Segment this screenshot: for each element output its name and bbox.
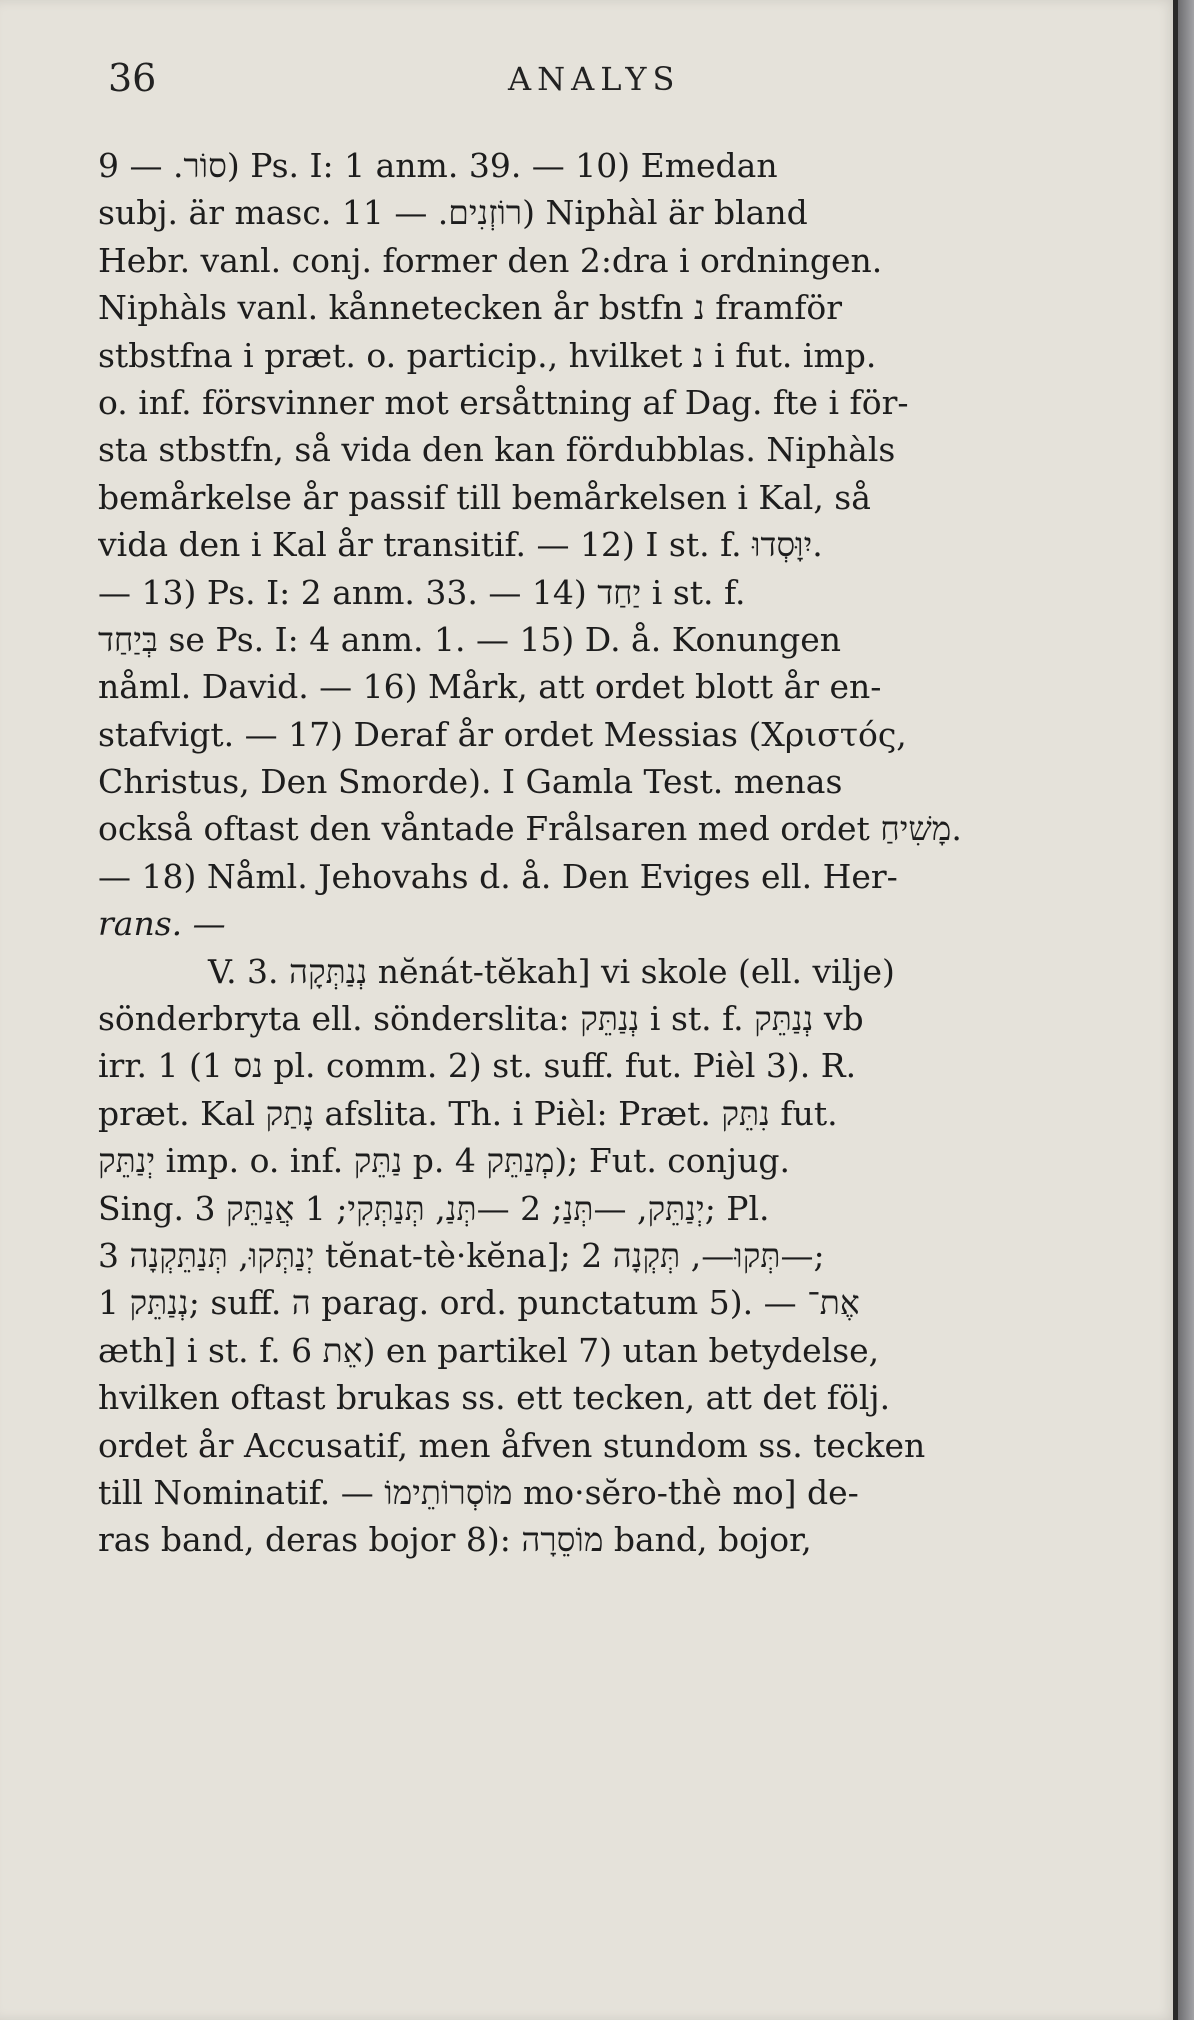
text-line: vida den i Kal år transitif. — 12) I st. f. יִוָּסְדוּ. xyxy=(98,525,823,565)
text-line: hvilken oftast brukas ss. ett tecken, att det följ. xyxy=(98,1378,891,1418)
text-line: Niphàls vanl. kånnetecken år bstfn נ framför xyxy=(98,288,843,328)
text-line: Christus, Den Smorde). I Gamla Test. menas xyxy=(98,762,843,802)
text-line: Hebr. vanl. conj. former den 2:dra i ordningen. xyxy=(98,240,883,280)
text-line: præt. Kal נָתַק afslita. Th. i Pièl: Præt. נִתֵּק fut. xyxy=(98,1093,838,1133)
text-line: בְּיַחַד se Ps. I: 4 anm. 1. — 15) D. å. Konungen xyxy=(98,619,842,659)
text-line: också oftast den våntade Frålsaren med ordet מָשִׁיחַ. xyxy=(98,809,962,849)
text-line: stafvigt. — 17) Deraf år ordet Messias (Χριστός, xyxy=(98,714,907,754)
text-line: — 13) Ps. I: 2 anm. 33. — 14) יַחַד i st. f. xyxy=(98,572,746,612)
text-line: nåml. David. — 16) Mårk, att ordet blott år en- xyxy=(98,667,882,707)
binding-gutter xyxy=(1178,0,1194,2020)
text-line: till Nominatif. — מוֹסְרוֹתֵימוֹ mo·sĕro-thè mo] de- xyxy=(98,1472,859,1512)
text-line: יְנַתֵּק imp. o. inf. נַתֵּק p. מְנַתֵּק 4); Fut. conjug. xyxy=(98,1141,790,1181)
page-header xyxy=(98,56,1108,106)
text-line: — 18) Nåml. Jehovahs d. å. Den Eviges ell. Her- xyxy=(98,856,898,896)
text-line: subj. är masc. רוֹזְנִים. — 11) Niphàl är bland xyxy=(98,193,808,233)
text-line: æth] i st. f. אֵת 6) en partikel 7) utan betydelse, xyxy=(98,1330,880,1370)
text-line: sönderbryta ell. sönderslita: נְנַתֵּק i st. f. נְנַתֵּק vb xyxy=(98,999,864,1039)
running-head: ANALYS xyxy=(508,60,681,98)
text-line: sta stbstfn, så vida den kan fördubblas. Niphàls xyxy=(98,430,896,470)
text-line: Sing. 3 יְנַתֵּק, —תְּנַ; 2 —תְּנַ, תְּנַתְּקִי; 1 אֲנַתֵּק; Pl. xyxy=(98,1188,770,1228)
text-line: bemårkelse år passif till bemårkelsen i Kal, så xyxy=(98,477,871,517)
text-line: סוֹר. — 9) Ps. I: 1 anm. 39. — 10) Emedan xyxy=(98,146,778,185)
body-text xyxy=(98,142,1110,1564)
text-line: stbstfna i præt. o. particip., hvilket נ i fut. imp. xyxy=(98,335,877,375)
text-line: rans. — xyxy=(98,904,226,944)
text-line: 3 יְנַתְּקוּ, תְּנַתֵּקְנָה tĕnat-tè·kĕna]; 2 תְּקוּ—, תְּקְנָה—; xyxy=(98,1235,825,1275)
text-line: 1 נְנַתֵּק; suff. ה parag. ord. punctatum 5). — אֶת־ xyxy=(98,1283,860,1323)
text-line: V. 3. נְנַתְּקָה nĕnát-tĕkah] vi skole (ell. vilje) xyxy=(208,951,895,991)
text-line: ras band, deras bojor 8): מוֹסֵרָה band, bojor, xyxy=(98,1520,812,1560)
text-line: ordet år Accusatif, men åfven stundom ss. tecken xyxy=(98,1425,926,1465)
text-line: irr. נס 1) 1 pl. comm. 2) st. suff. fut. Pièl 3). R. xyxy=(98,1046,857,1086)
page-number: 36 xyxy=(108,56,157,100)
text-line: o. inf. försvinner mot ersåttning af Dag. fte i för- xyxy=(98,382,909,422)
